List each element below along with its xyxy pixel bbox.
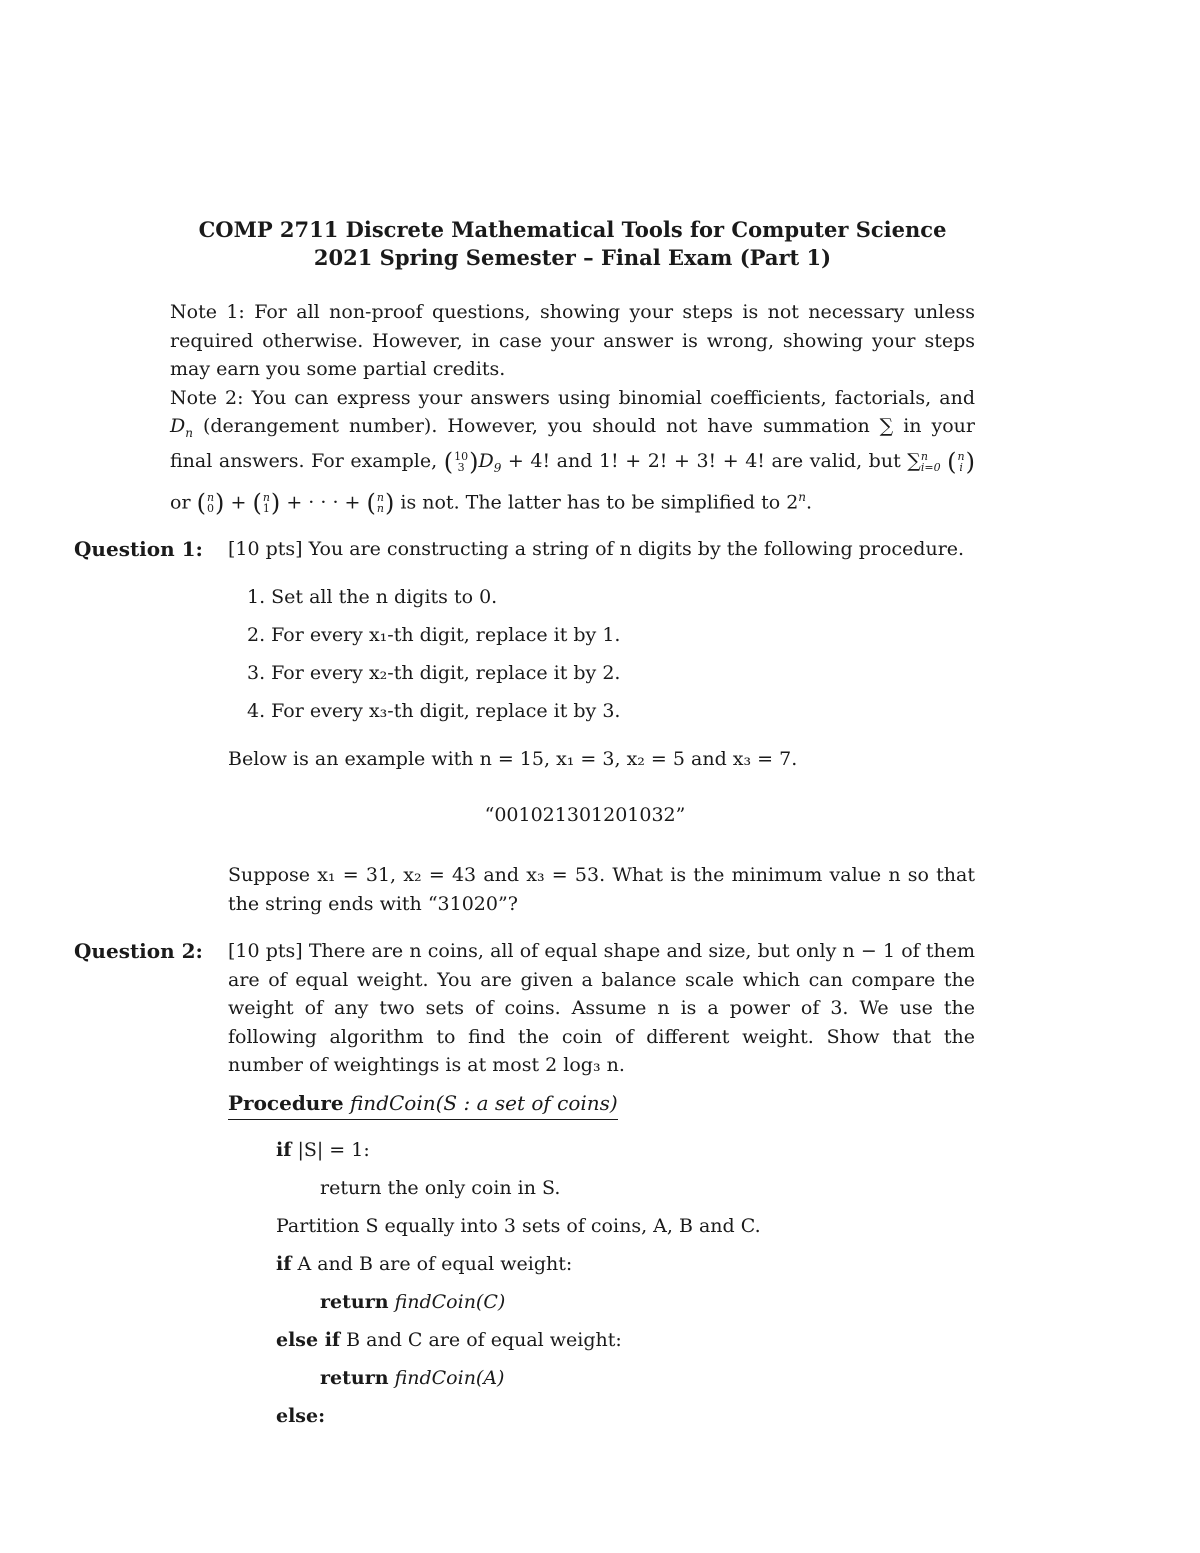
procedure-header: Procedure findCoin(S : a set of coins) [228,1089,618,1120]
code-line-2: return the only coin in S. [320,1177,561,1199]
dn-symbol: $D_n$ [170,415,193,440]
code-line-5: return findCoin(C) [320,1291,506,1313]
binom-10-3: ( 10 3 ) [443,448,479,477]
step-1: 1. Set all the n digits to 0. [247,586,498,608]
question-1-text: Suppose x₁ = 31, x₂ = 43 and x₃ = 53. What is the minimum value n so that the string ends with “31020”? [228,864,975,915]
note-1: Note 1: For all non-proof questions, showing your steps is not necessary unless required otherwise. However, in case your answer is wrong, showing your steps may earn you some partial credits. [170,301,975,380]
sum-expression: ∑ n i=0 ( n i ) [907,448,975,477]
question-2-label: Question 2: [74,939,203,963]
binom-n-n: ( n n ) [366,488,395,517]
code-line-3: Partition S equally into 3 sets of coins, A, B and C. [276,1215,761,1237]
step-4: 4. For every x₃-th digit, replace it by 3. [247,700,621,722]
note-2: Note 2: You can express your answers using binomial coefficients, factorials, and $D_n$ (derangement number). However, you should not have summation ∑ in your final answers. For example, ( 10 3 ) $D_9 + 4$! and 1! + 2! + 3! + 4! are valid, but ∑ n i=0 ( n i ) or ( n 0 ) + ( n 1 ) + · · · + ( n n ) is not. The latter has to be simplified to 2$^n$. [170,386,975,517]
question-1-label: Question 1: [74,537,203,561]
exam-notes [170,298,975,516]
binom-n-1: ( n 1 ) [252,488,281,517]
code-line-6: else if B and C are of equal weight: [276,1329,622,1351]
code-line-7: return findCoin(A) [320,1367,505,1389]
question-2-text: [10 pts] There are n coins, all of equal shape and size, but only n − 1 of them are of equal weight. You are given a balance scale which can compare the weight of any two sets of coins. Assume n is a power of 3. We use the following algorithm to find the coin of different weight. Show that the number of weightings is at most 2 log₃ n. [228,940,975,1076]
step-3: 3. For every x₂-th digit, replace it by 2. [247,662,621,684]
binom-n-0: ( n 0 ) [196,488,225,517]
code-line-8: else: [276,1405,326,1427]
example-intro: Below is an example with n = 15, x₁ = 3, x₂ = 5 and x₃ = 7. [228,748,798,770]
code-line-4: if A and B are of equal weight: [276,1253,573,1275]
example-string: “001021301201032” [484,804,686,826]
course-title: COMP 2711 Discrete Mathematical Tools for Computer Science [198,217,947,242]
question-1-intro: [10 pts] You are constructing a string of n digits by the following procedure. [228,538,965,560]
exam-title: 2021 Spring Semester – Final Exam (Part 1) [313,245,832,270]
step-2: 2. For every x₁-th digit, replace it by 1. [247,624,621,646]
code-line-1: if |S| = 1: [276,1139,370,1161]
